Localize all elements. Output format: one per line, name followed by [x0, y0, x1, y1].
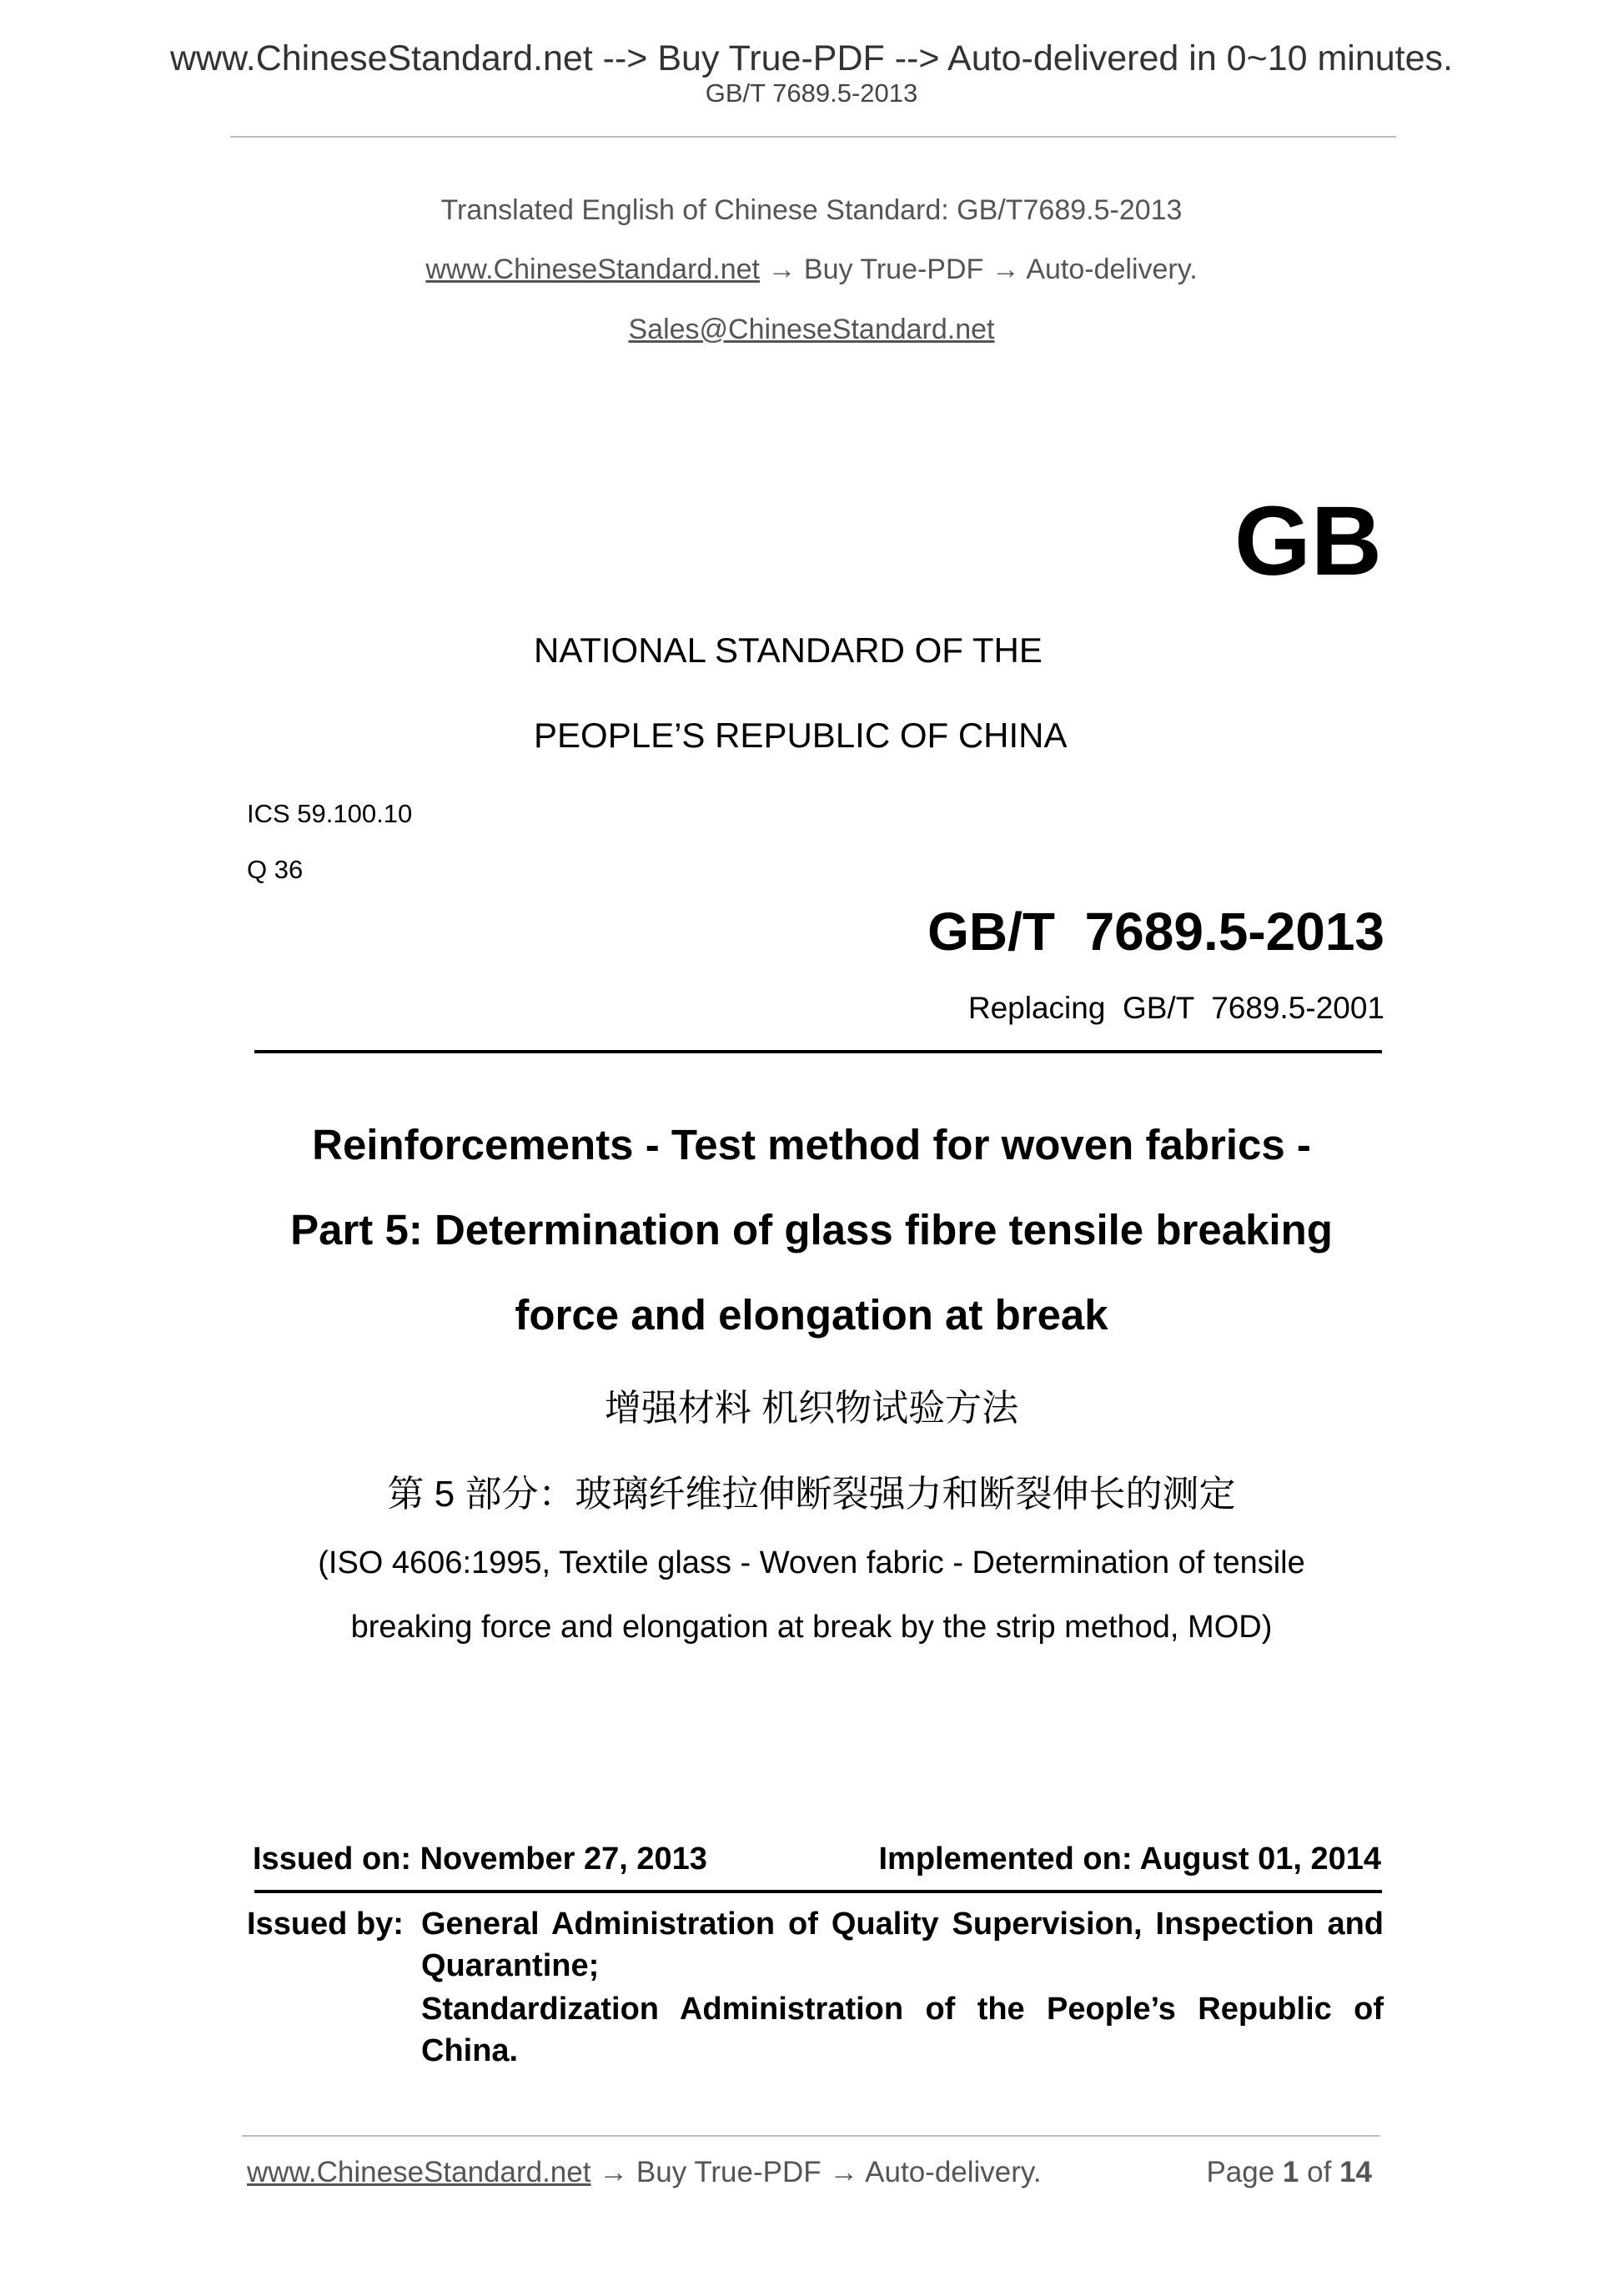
sales-email-link[interactable]: Sales@ChineseStandard.net — [628, 314, 995, 345]
title-en-line2: Part 5: Determination of glass fibre tensile breaking — [290, 1206, 1333, 1254]
title-zh-line2: 第 5 部分：玻璃纤维拉伸断裂强力和断裂伸长的测定 — [387, 1474, 1236, 1515]
page-current: 1 — [1282, 2156, 1299, 2188]
top-banner: www.ChineseStandard.net --> Buy True-PDF --> Auto-delivered in 0~10 minutes. — [169, 38, 1453, 78]
standard-number: GB/T 7689.5-2013 — [927, 902, 1384, 962]
title-en-line3: force and elongation at break — [515, 1291, 1108, 1339]
issued-by-line1: General Administration of Quality Supervision, Inspection and — [421, 1907, 1384, 1942]
iso-reference-line1: (ISO 4606:1995, Textile glass - Woven fabric - Determination of tensile — [318, 1545, 1305, 1580]
title-divider — [254, 1050, 1382, 1053]
issued-by-line4: China. — [421, 2033, 519, 2068]
ccs-code: Q 36 — [247, 855, 304, 884]
site-line-rest: → Buy True-PDF → Auto-delivery. — [760, 254, 1198, 285]
implemented-on-date: Implemented on: August 01, 2014 — [878, 1841, 1381, 1876]
replacing-standard: Replacing GB/T 7689.5-2001 — [967, 991, 1384, 1025]
issued-by-line2: Quarantine; — [421, 1948, 600, 1983]
iso-reference-line2: breaking force and elongation at break by the strip method, MOD) — [350, 1610, 1273, 1645]
page-indicator — [1084, 2156, 1372, 2189]
footer-site-line — [247, 2156, 1042, 2189]
translated-notice: Translated English of Chinese Standard: GB/T7689.5-2013 — [440, 194, 1183, 226]
footer-divider — [242, 2135, 1380, 2137]
issued-by-label: Issued by: — [247, 1907, 404, 1942]
ics-code: ICS 59.100.10 — [247, 799, 413, 828]
page-label: Page — [1206, 2156, 1275, 2188]
national-standard-line1: NATIONAL STANDARD OF THE — [534, 631, 1043, 670]
site-line — [0, 254, 1623, 286]
national-standard-line2: PEOPLE’S REPUBLIC OF CHINA — [534, 716, 1068, 755]
footer-site-link[interactable]: www.ChineseStandard.net — [247, 2156, 591, 2188]
header-standard-code: GB/T 7689.5-2013 — [705, 78, 918, 108]
gb-mark: GB — [1234, 486, 1382, 596]
page-of: of — [1307, 2156, 1332, 2188]
sales-email-line — [0, 314, 1623, 346]
title-en-line1: Reinforcements - Test method for woven fabrics - — [312, 1121, 1311, 1168]
footer-site-rest: → Buy True-PDF → Auto-delivery. — [590, 2156, 1042, 2188]
title-zh-line1: 增强材料 机织物试验方法 — [604, 1388, 1019, 1429]
site-link[interactable]: www.ChineseStandard.net — [425, 254, 761, 285]
issued-by-line3: Standardization Administration of the People’s Republic of — [421, 1992, 1384, 2027]
page-total: 14 — [1339, 2156, 1372, 2188]
dates-divider — [254, 1890, 1382, 1893]
issued-on-date: Issued on: November 27, 2013 — [253, 1841, 707, 1876]
header-divider — [230, 136, 1396, 138]
